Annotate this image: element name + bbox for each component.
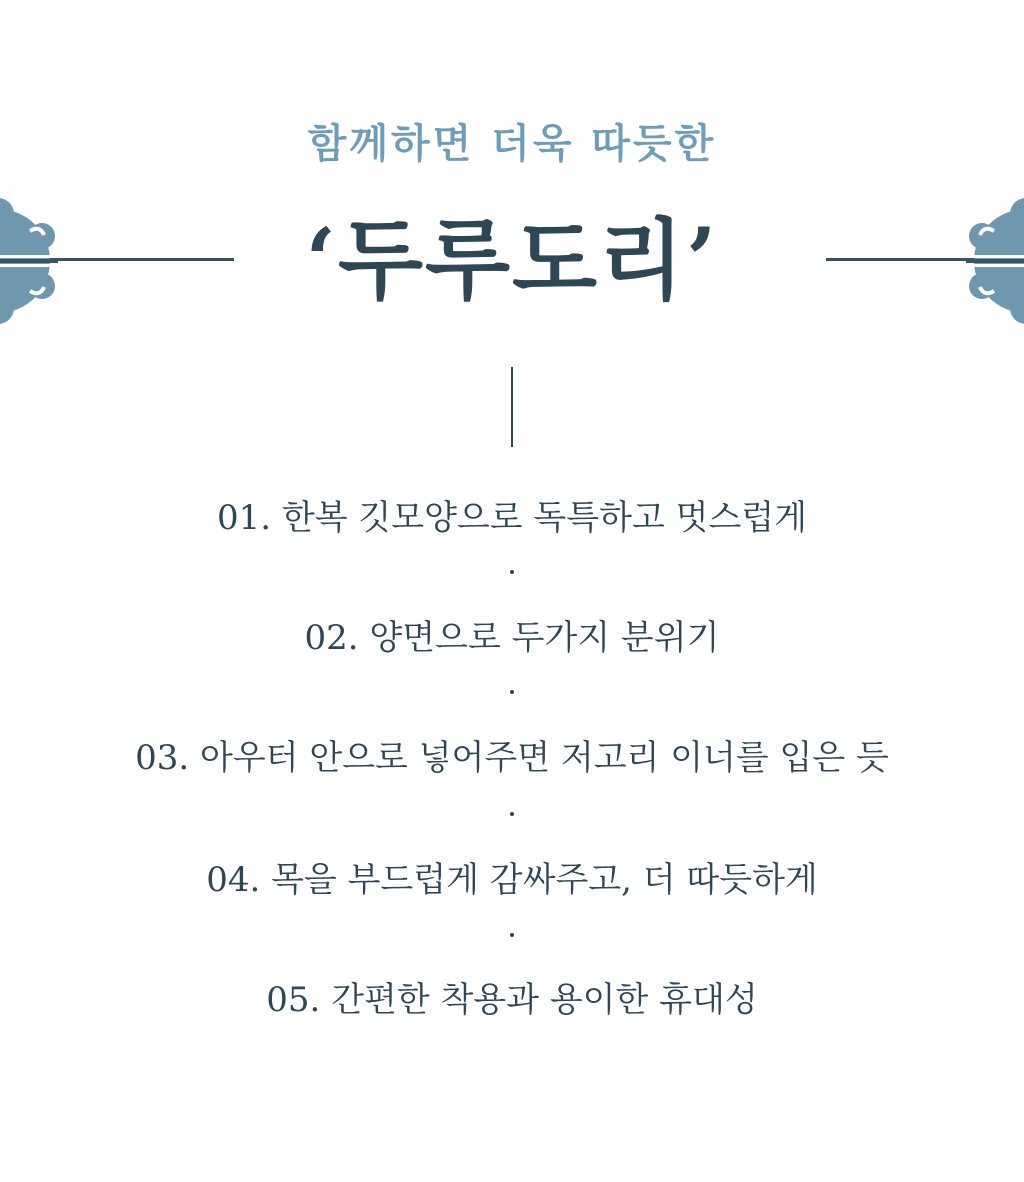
separator-dot (510, 812, 514, 816)
separator-dot (510, 933, 514, 937)
subtitle: 함께하면 더욱 따듯한 (307, 120, 717, 167)
vertical-divider (511, 367, 513, 447)
feature-item: 01. 한복 깃모양으로 독특하고 멋스럽게 (217, 498, 807, 538)
page-title: ‘두루도리’ (305, 208, 719, 312)
feature-item: 02. 양면으로 두가지 분위기 (304, 618, 720, 658)
feature-item: 03. 아우터 안으로 넣어주면 저고리 이너를 입은 듯 (135, 738, 889, 778)
separator-dot (510, 690, 514, 694)
separator-dot (510, 570, 514, 574)
feature-item: 05. 간편한 착용과 용이한 휴대성 (266, 980, 758, 1020)
feature-item: 04. 목을 부드럽게 감싸주고, 더 따듯하게 (206, 860, 818, 900)
